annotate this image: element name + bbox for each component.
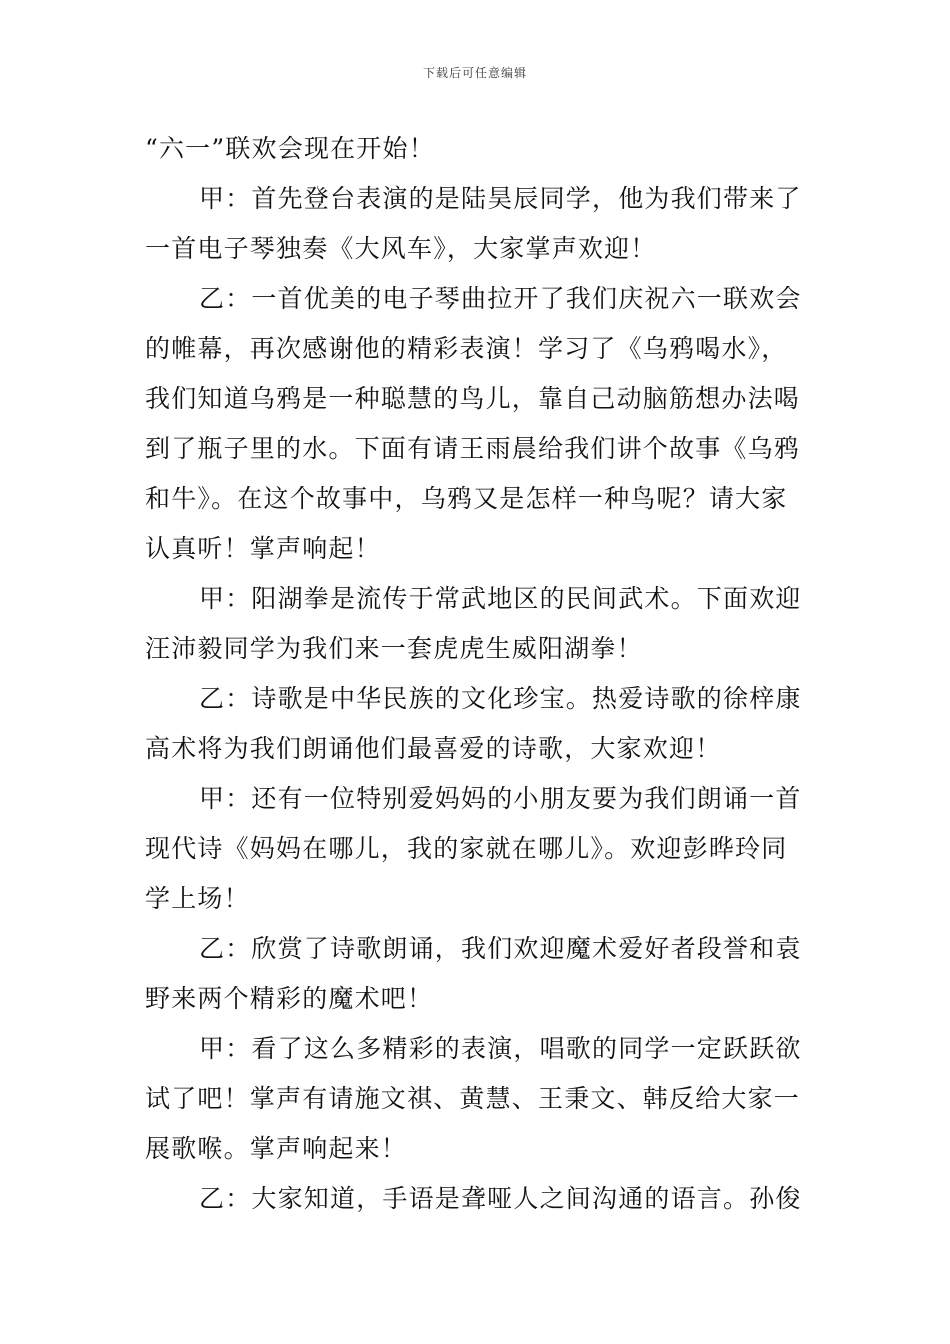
paragraph: 甲：还有一位特别爱妈妈的小朋友要为我们朗诵一首现代诗《妈妈在哪儿，我的家就在哪儿》。欢迎彭晔玲同学上场！ [145,784,802,913]
paragraph: 甲：看了这么多精彩的表演，唱歌的同学一定跃跃欲试了吧！掌声有请施文祺、黄慧、王秉文、韩反给大家一展歌喉。掌声响起来！ [145,1034,802,1163]
paragraph: 乙：诗歌是中华民族的文化珍宝。热爱诗歌的徐梓康高术将为我们朗诵他们最喜爱的诗歌，大家欢迎！ [145,684,802,763]
paragraph-opening: “六一”联欢会现在开始！ [145,134,435,163]
paragraph: 甲：首先登台表演的是陆昊辰同学，他为我们带来了一首电子琴独奏《大风车》，大家掌声欢迎！ [145,184,802,263]
paragraph: 甲：阳湖拳是流传于常武地区的民间武术。下面欢迎汪沛毅同学为我们来一套虎虎生威阳湖拳！ [145,584,802,663]
paragraph: 乙：大家知道，手语是聋哑人之间沟通的语言。孙俊 [199,1184,802,1213]
document-body [145,124,810,1224]
paragraph: 乙：一首优美的电子琴曲拉开了我们庆祝六一联欢会的帷幕，再次感谢他的精彩表演！学习了《乌鸦喝水》，我们知道乌鸦是一种聪慧的鸟儿，靠自己动脑筋想办法喝到了瓶子里的水。下面有请王雨晨给我们讲个故事《乌鸦和牛》。在这个故事中，乌鸦又是怎样一种鸟呢？请大家认真听！掌声响起！ [145,284,802,563]
paragraph: 乙：欣赏了诗歌朗诵，我们欢迎魔术爱好者段誉和袁野来两个精彩的魔术吧！ [145,934,802,1013]
page-header: 下载后可任意编辑 [422,66,527,80]
